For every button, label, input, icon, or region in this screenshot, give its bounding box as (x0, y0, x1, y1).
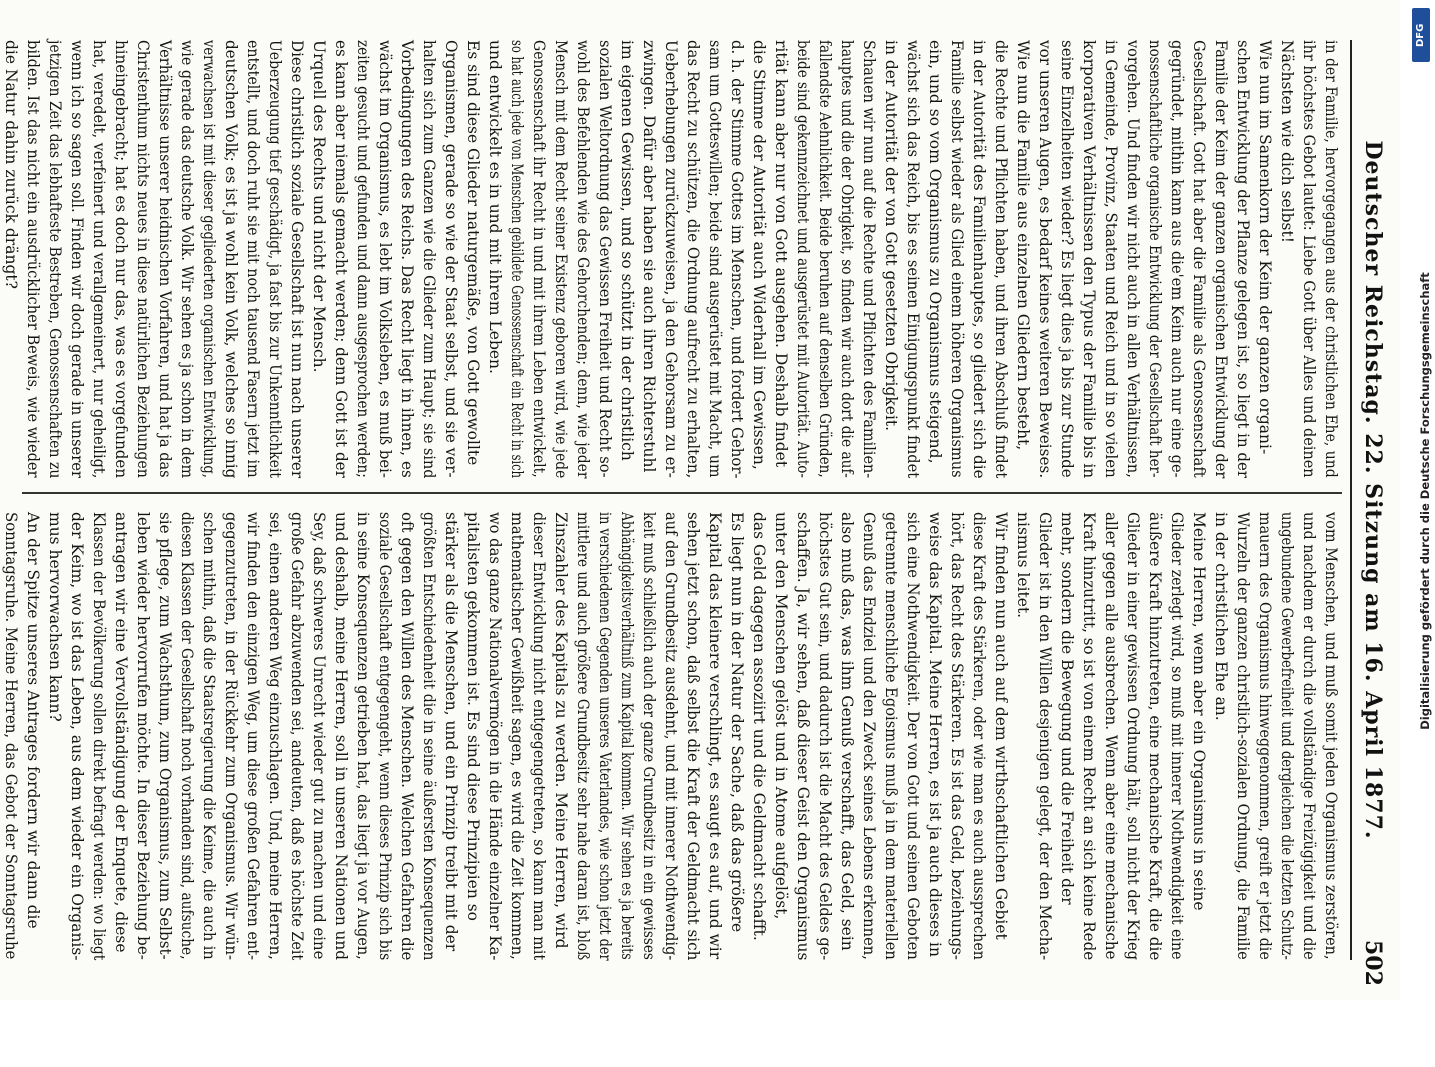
text-line: höchstes Gut sein, und dadurch ist die Macht des Geldes ge- (816, 512, 834, 961)
text-line: mehr, sondern die Bewegung und die Freiheit der (1058, 512, 1076, 905)
text-line: halten sich zum Ganzen wie die Glieder zum Haupt; sie sind (420, 40, 438, 479)
text-line: schen Entwicklung der Pflanze gelegen ist, so liegt in der (1234, 40, 1252, 479)
page-number: 502 (1360, 940, 1386, 986)
text-line: hineingebracht; hat es doch nur das, was es vorgefunden (112, 40, 130, 479)
text-line: Glieder zerlegt wird, so muß mit innerer Nothwendigkeit eine (1168, 512, 1186, 960)
text-line: das Geld dagegen assoziirt und die Geldmacht schafft. (750, 512, 768, 941)
text-line: die Rechte und Pflichten haben, und ihren Abschluß findet (992, 40, 1010, 479)
text-line: vorgehen. Und finden wir nicht auch in allen Verhältnissen, (1124, 40, 1142, 478)
text-line: seine Einzelheiten wieder? Es liegt dies ja bis zur Stunde (1058, 40, 1076, 478)
text-line: wo das ganze Nationalvermögen in die Hände einzelner Ka- (486, 512, 504, 961)
text-line: sei, einen anderen Weg einzuschlagen. Und, meine Herren, (266, 512, 284, 960)
text-line: Organismen, gerade so wie der Staat selbst, und sie ver- (442, 40, 460, 478)
text-line: mauern des Organismus hinweggenommen, greift er jetzt die (1256, 512, 1274, 960)
text-line: das Recht zu schützen, die Ordnung aufrecht zu erhalten, (684, 40, 702, 479)
text-line: zeiten gesucht und gefunden und dann ausgesprochen werden; (354, 40, 372, 478)
text-line: mus hervorwachsen kann? (46, 512, 64, 722)
text-line: in Gemeinde, Provinz, Staaten und Reich und in so vielen (1102, 40, 1120, 478)
text-line: in verschiedenen Gegenden unseres Vaterlandes, wie schon jetzt der (596, 512, 614, 961)
text-line: schen mithin, daß die Staatsregierung die Keime, die auch in (200, 512, 218, 960)
text-line: sie pflege, zum Wachsthum, zum Organismus, zum Selbst- (156, 512, 174, 960)
text-line: Mensch mit dem Recht seiner Existenz geboren wird, wie jede (552, 40, 570, 479)
text-line: hört, das Recht des Stärkeren. Es ist das Geld, beziehungs- (948, 512, 966, 960)
text-line: ein, und so vom Organismus zu Organismus steigend, (926, 40, 944, 464)
text-line: vor unseren Augen, es bedarf keines weiteren Beweises. (1036, 40, 1054, 479)
text-line: hat, veredelt, verfeinert und verallgemeinert, nur geheiligt, (90, 40, 108, 479)
right-column (2, 512, 1342, 961)
text-line: ihr höchstes Gebot lautet: Liebe Gott über Alles und deinen (1300, 40, 1318, 478)
text-line: hauptes und die der Obrigkeit, so finden wir auch dort die auf- (838, 40, 856, 478)
text-line: äußere Kraft hinzutreten, eine mechanische Kraft, die die (1146, 512, 1164, 961)
text-line: wächst im Organismus, es lebt im Volksleben, es muß bei- (376, 40, 394, 478)
text-line: Urquell des Rechts und nicht der Mensch. (310, 40, 328, 373)
text-line: Wie nun im Samenkorn der Keim der ganzen organi- (1256, 40, 1274, 455)
text-line: Glieder ist in den Willen desjenigen gelegt, der den Mecha- (1036, 512, 1054, 961)
text-line: und nachdem er durch die vollständige Freizügigkeit und die (1300, 512, 1318, 960)
text-line: sich eine Nothwendigkeit. Der von Gott und seinen Geboten (904, 512, 922, 960)
text-line: sehen jetzt schon, daß selbst die Kraft der Geldmacht sich (684, 512, 702, 961)
text-line: Vorbedingungen des Reichs. Das Recht liegt in ihnen, es (398, 40, 416, 478)
text-line: bilden. Ist das nicht ein ausdrücklicher Beweis, wie wieder (24, 40, 42, 478)
text-line: dieser Entwicklung nicht entgegengetreten, so kann man mit (530, 512, 548, 961)
text-line: getrennte menschliche Egoismus muß ja in dem materiellen (882, 512, 900, 960)
column-divider (22, 492, 1342, 494)
text-line: im eigenen Gewissen, und so schützt in der christlich (618, 40, 636, 461)
text-line: wohl des Befehlenden wie des Gehorchenden; denn, wie jeder (574, 40, 592, 479)
text-line: leben wieder hervorrufen möchte. In dieser Beziehung be- (134, 512, 152, 960)
text-line: Wurzeln der ganzen christlich-sozialen Ordnung, die Familie (1234, 512, 1252, 960)
page-header (1348, 40, 1390, 986)
text-line: oft gegen den Willen des Menschen. Welchen Gefahren die (398, 512, 416, 961)
text-line: stärker als die Menschen, und ein Prinzip treibt mit der (442, 512, 460, 952)
text-line: rität kann aber nur von Gott ausgehen. Deshalb findet (772, 40, 790, 468)
text-line: entstellt, und doch ruht sie mit noch tausend Fasern jetzt im (244, 40, 262, 478)
text-line: gegenzutreten, in der Rückkehr zum Organismus. Wir wün- (222, 512, 240, 961)
text-line: größten Entschiedenheit die in seine äußersten Konsequenzen (420, 512, 438, 961)
text-line: in der Autorität der von Gott gesetzten Obrigkeit. (882, 40, 900, 432)
digitization-credit (1411, 6, 1431, 996)
text-line: Nächsten wie dich selbst! (1278, 40, 1296, 243)
text-line: die Natur dahin zurück drängt? (2, 40, 20, 289)
text-line: Ueberzeugung tief geschädigt, ja fast bis zur Unkenntlichkeit (266, 40, 284, 479)
text-line: beide sind gekennzeichnet und ausgerüstet mit Autorität. Auto- (794, 40, 812, 479)
text-line: sozialen Weltordnung das Gewissen Freiheit und Recht so- (596, 40, 614, 478)
text-line: soziale Gesellschaft entgegengeht, wenn dieses Prinzip sich bis (376, 512, 394, 961)
text-line: ungebundene Gewerbefreiheit und dergleichen die letzten Schutz- (1278, 512, 1296, 960)
text-line: Klassen der Bevölkerung sollen direkt befragt werden: wo liegt (90, 512, 108, 961)
text-line: schaffen. Ja, wir sehen, daß dieser Geist den Organismus (794, 512, 812, 961)
text-line: große Gefahr abzuwenden sei, andeuten, daß es höchste Zeit (288, 512, 306, 961)
text-line: und deshalb, meine Herren, soll in unseren Nationen und (332, 512, 350, 961)
text-line: in der Familie, hervorgegangen aus der christlichen Ehe, und (1322, 40, 1340, 478)
text-line: Kapital das kleinere verschlingt, es saugt es auf, und wir (706, 512, 724, 960)
text-line: nossenschaftliche organische Entwicklung der Gesellschaft her- (1146, 40, 1164, 478)
text-line: diese Kraft des Stärkeren, oder wie man es auch aussprechen (970, 512, 988, 960)
text-line: aller gegen alle ausbrechen. Wenn aber eine mechanische (1102, 512, 1120, 960)
text-line: Diese christlich soziale Gesellschaft ist nun nach unserer (288, 40, 306, 479)
dfg-logo: DFG (1412, 8, 1430, 62)
text-line: Schauen wir nun auf die Rechte und Pflichten des Familien- (860, 40, 878, 479)
text-line: vom Menschen, und muß somit jeden Organismus zerstören, (1322, 512, 1340, 960)
text-line: Verhältnisse unserer heidnischen Vorfahren, und hat ja das (156, 40, 174, 478)
text-line: die Stimme der Autorität auch Widerhall im Gewissen, (750, 40, 768, 470)
text-line: gegründet, mithin kann aus die'em Keim auch nur eine ge- (1168, 40, 1186, 478)
text-line: sam um Gotteswillen; beide sind ausgerüstet mit Macht, um (706, 40, 724, 478)
text-line: keit muß schließlich auch der ganze Grundbesitz in ein gewisses (640, 512, 658, 960)
text-line: nismus leitet. (1014, 512, 1032, 619)
text-line: Wir finden nun auch auf dem wirthschaftlichen Gebiet (992, 512, 1010, 940)
text-line: mathematischer Gewißheit sagen, es wird die Zeit kommen, (508, 512, 526, 960)
text-line: Ueberhebungen zurückzuweisen, ja den Gehorsam zu er- (662, 40, 680, 478)
text-line: verwachsen ist mit dieser gegliederten organischen Entwicklung, (200, 40, 218, 478)
text-line: und entwickelt es in und mit ihrem Leben. (486, 40, 504, 374)
text-line: jetzigen Zeit das lebhafteste Bestreben, Genossenschaften zu (46, 40, 64, 479)
text-line: also muß das, was ihm Genuß verschafft, das Geld, sein (838, 512, 856, 951)
text-line: wir finden den einzigen Weg, um diese großen Gefahren ent- (244, 512, 262, 961)
text-line: wenn ich so sagen soll. Finden wir doch gerade in unserer (68, 40, 86, 479)
text-line: korporativen Verhältnissen den Typus der Familie bis in (1080, 40, 1098, 479)
text-line: Gesellschaft. Gott hat aber die Familie als Genossenschaft (1190, 40, 1208, 478)
text-line: in der Autorität des Familienhauptes, so gliedert sich die (970, 40, 988, 479)
text-line: Abhängigkeitsverhältniß zum Kapital kommen. Wir sehen es ja bereits (618, 512, 636, 960)
left-column (2, 40, 1342, 479)
text-line: Genuß das Endziel und den Zweck seines Lebens erkennen, (860, 512, 878, 960)
text-line: Glieder in einer gewissen Ordnung hält, soll nicht der Krieg (1124, 512, 1142, 961)
text-line: Es liegt nun in der Natur der Sache, daß das größere (728, 512, 746, 933)
text-line: An der Spitze unseres Antrages fordern wir dann die (24, 512, 42, 929)
text-line: in seine Konsequenzen getrieben hat, das liegt ja vor Augen, (354, 512, 372, 960)
text-line: wächst sich das Reich, bis es seinen Einigungspunkt findet (904, 40, 922, 479)
text-line: wie gerade das deutsche Volk. Wir sehen es ja schon in dem (178, 40, 196, 479)
credit-text: Digitalisierung gefördert durch die Deutsche Forschungsgemeinschaft (1418, 272, 1432, 730)
text-line: weise das Kapital. Meine Herren, es ist ja auch dieses in (926, 512, 944, 957)
text-line: Sey, daß schweres Unrecht wieder gut zu machen und eine (310, 512, 328, 960)
text-line: pitalisten gekommen ist. Es sind diese Prinzipien so (464, 512, 482, 922)
text-line: diesen Klassen der Gesellschaft noch vorhanden sind, aufsuche, (178, 512, 196, 960)
text-line: Sonntagsruhe. Meine Herren, das Gebot der Sonntagsruhe (2, 512, 20, 960)
text-line: der Keim, wo ist das Leben, aus dem wieder ein Organis- (68, 512, 86, 961)
text-line: Wie nun die Familie aus einzelnen Gliedern besteht, (1014, 40, 1032, 451)
text-line: es kann aber niemals gemacht werden; denn Gott ist der (332, 40, 350, 478)
text-line: in der christlichen Ehe an. (1212, 512, 1230, 721)
text-line: Meine Herren, wenn aber ein Organismus in seine (1190, 512, 1208, 911)
header-rule (1350, 40, 1352, 960)
text-line: Christenthum nichts neues in diese natürlichen Beziehungen (134, 40, 152, 478)
text-line: auf den Grundbesitz ausdehnt, und mit innerer Nothwendig- (662, 512, 680, 961)
text-line: d. h. der Stimme Gottes im Menschen, und fordert Gehor- (728, 40, 746, 479)
text-line: Genossenschaft ihr Recht in und mit ihrem Leben entwickelt, (530, 40, 548, 478)
text-line: zwingen. Dafür aber haben sie auch ihren Richterstuhl (640, 40, 658, 473)
text-line: antragen wir eine Vervollständigung der Enquete, diese (112, 512, 130, 953)
text-line: fallendste Aehnlichkeit. Beide beruhen auf denselben Gründen, (816, 40, 834, 478)
text-line: deutschen Volk; es ist ja wohl kein Volk, welches so innig (222, 40, 240, 479)
text-line: so hat auch jede von Menschen gebildete Genossenschaft ein Recht in sich (508, 40, 526, 479)
text-line: Familie der Keim der ganzen organischen Entwicklung der (1212, 40, 1230, 479)
text-line: unter den Menschen gelöst und in Atome aufgelöst, (772, 512, 790, 920)
text-line: Familie selbst wieder als Glied einem höheren Organismus (948, 40, 966, 478)
text-line: Zinszahler des Kapitals zu werden. Meine Herren, wird (552, 512, 570, 949)
text-line: Kraft hinzutritt, so ist von einem Recht an sich keine Rede (1080, 512, 1098, 961)
running-title: Deutscher Reichstag. 22. Sitzung am 16. April 1877. (1360, 140, 1386, 840)
text-line: mittlere und auch größere Grundbesitz sehr nahe daran ist, bloß (574, 512, 592, 961)
text-line: Es sind diese Glieder naturgemäße, von Gott gewollte (464, 40, 482, 466)
